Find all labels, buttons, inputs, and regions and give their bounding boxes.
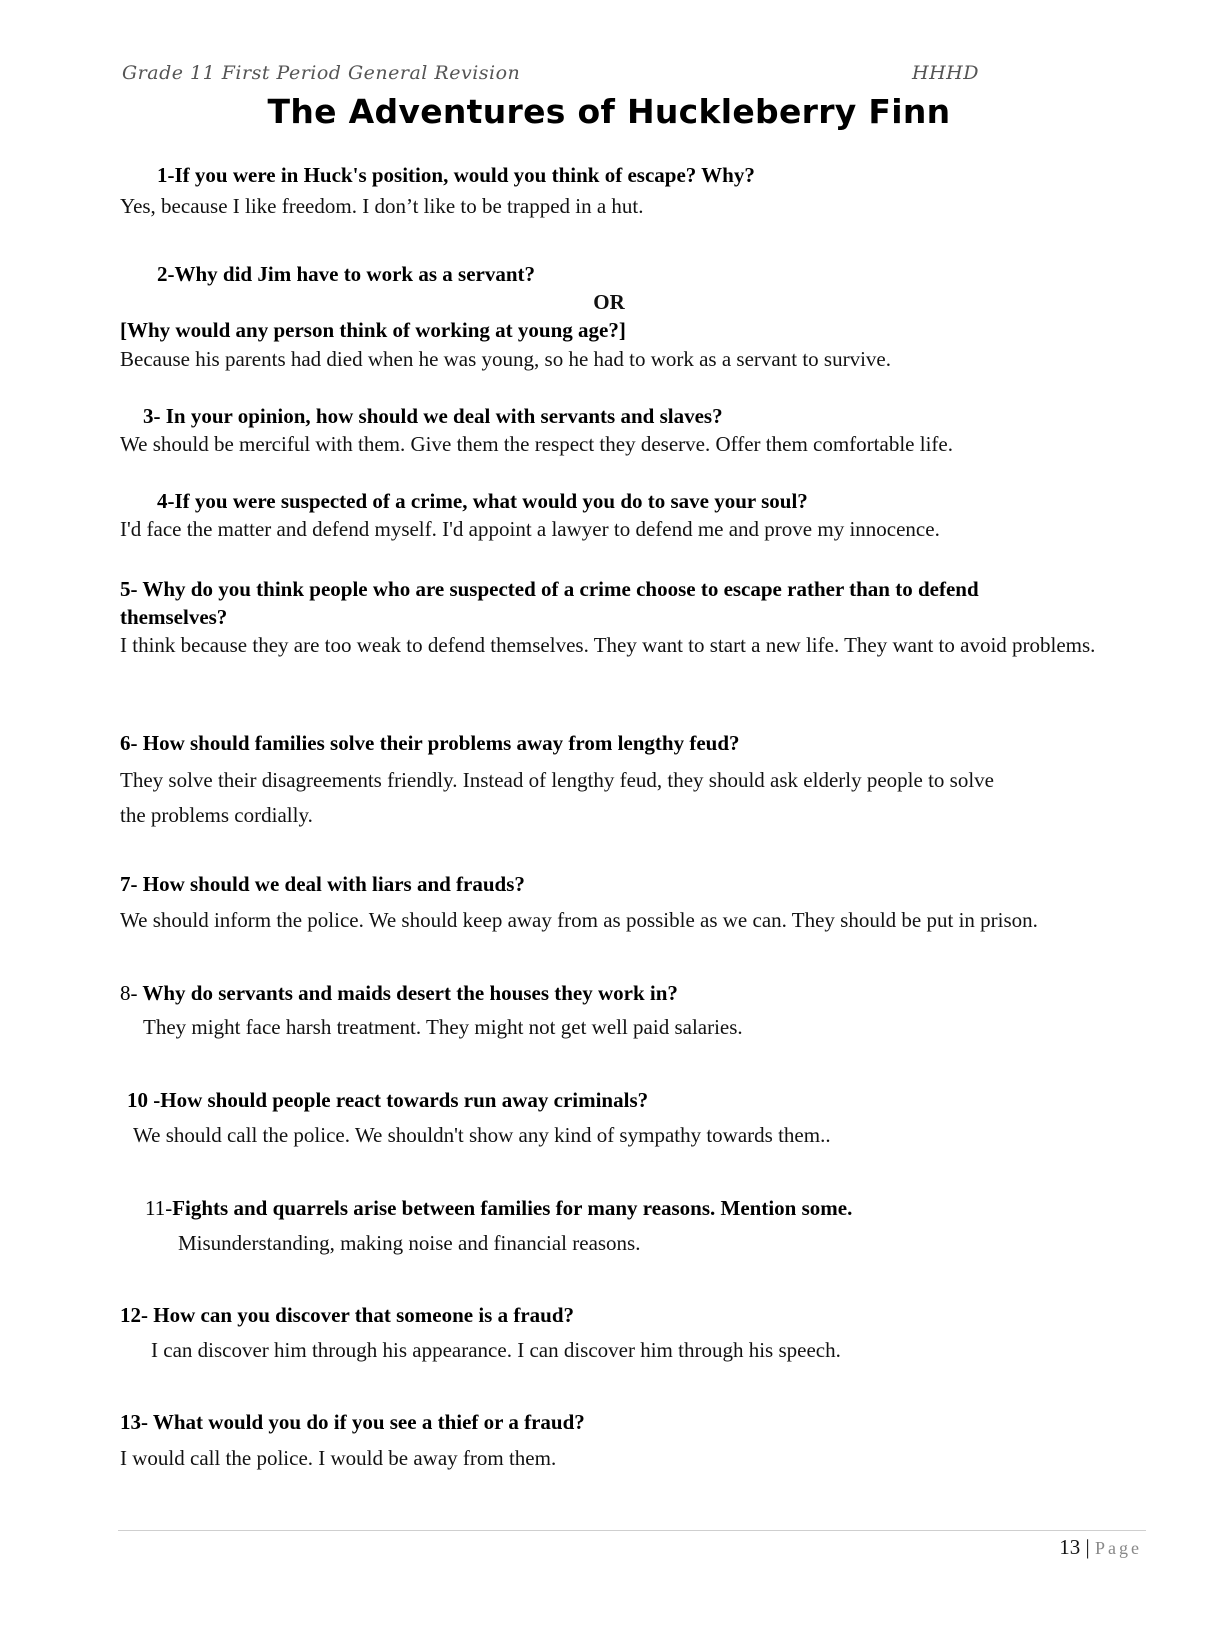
question-13: 13- What would you do if you see a thief or a fraud? (120, 1410, 585, 1434)
answer-3: We should be merciful with them. Give them the respect they deserve. Offer them comfortable life. (120, 432, 953, 456)
page-label: Page (1095, 1538, 1142, 1558)
footer-separator: | (1085, 1535, 1090, 1559)
or-separator: OR (593, 290, 625, 314)
header-left: Grade 11 First Period General Revision (122, 62, 521, 84)
question-11 (145, 1196, 852, 1221)
answer-4: I'd face the matter and defend myself. I'd appoint a lawyer to defend me and prove my innocence. (120, 517, 940, 541)
page-title: The Adventures of Huckleberry Finn (267, 92, 951, 131)
question-3: 3- In your opinion, how should we deal with servants and slaves? (143, 404, 723, 428)
answer-6-line-2: the problems cordially. (120, 803, 313, 827)
header-right: HHHD (912, 62, 979, 84)
question-8-number: 8- (120, 981, 138, 1005)
answer-1: Yes, because I like freedom. I don’t like to be trapped in a hut. (120, 194, 644, 218)
footer-divider (118, 1530, 1146, 1531)
question-8-text: Why do servants and maids desert the houses they work in? (142, 981, 678, 1005)
answer-13: I would call the police. I would be away from them. (120, 1446, 557, 1470)
question-2-alt: [Why would any person think of working at young age?] (120, 318, 626, 342)
question-11-number: 11- (145, 1196, 173, 1220)
answer-5: I think because they are too weak to defend themselves. They want to start a new life. They want to avoid problems. (120, 633, 1096, 657)
question-11-text: Fights and quarrels arise between families for many reasons. Mention some. (172, 1196, 853, 1220)
question-12: 12- How can you discover that someone is a fraud? (120, 1303, 575, 1327)
answer-12: I can discover him through his appearance. I can discover him through his speech. (151, 1338, 841, 1362)
page-footer (1059, 1535, 1142, 1560)
question-5: 5- Why do you think people who are suspected of a crime choose to escape rather than to defend themselves? (120, 577, 979, 629)
question-10: 10 -How should people react towards run away criminals? (127, 1088, 649, 1112)
answer-11: Misunderstanding, making noise and financial reasons. (178, 1231, 641, 1255)
question-8 (120, 981, 678, 1006)
answer-10: We should call the police. We shouldn't show any kind of sympathy towards them.. (133, 1123, 831, 1147)
page-number: 13 (1059, 1535, 1081, 1559)
answer-8: They might face harsh treatment. They might not get well paid salaries. (143, 1015, 743, 1039)
question-7: 7- How should we deal with liars and frauds? (120, 872, 525, 896)
answer-6-line-1: They solve their disagreements friendly. Instead of lengthy feud, they should ask elderly people to solve (120, 768, 994, 792)
question-2: 2-Why did Jim have to work as a servant? (157, 262, 536, 286)
question-6: 6- How should families solve their problems away from lengthy feud? (120, 731, 740, 755)
question-4: 4-If you were suspected of a crime, what would you do to save your soul? (157, 489, 808, 513)
answer-2: Because his parents had died when he was young, so he had to work as a servant to survive. (120, 347, 891, 371)
question-1: 1-If you were in Huck's position, would you think of escape? Why? (157, 163, 755, 187)
answer-7: We should inform the police. We should keep away from as possible as we can. They should be put in prison. (120, 908, 1038, 932)
